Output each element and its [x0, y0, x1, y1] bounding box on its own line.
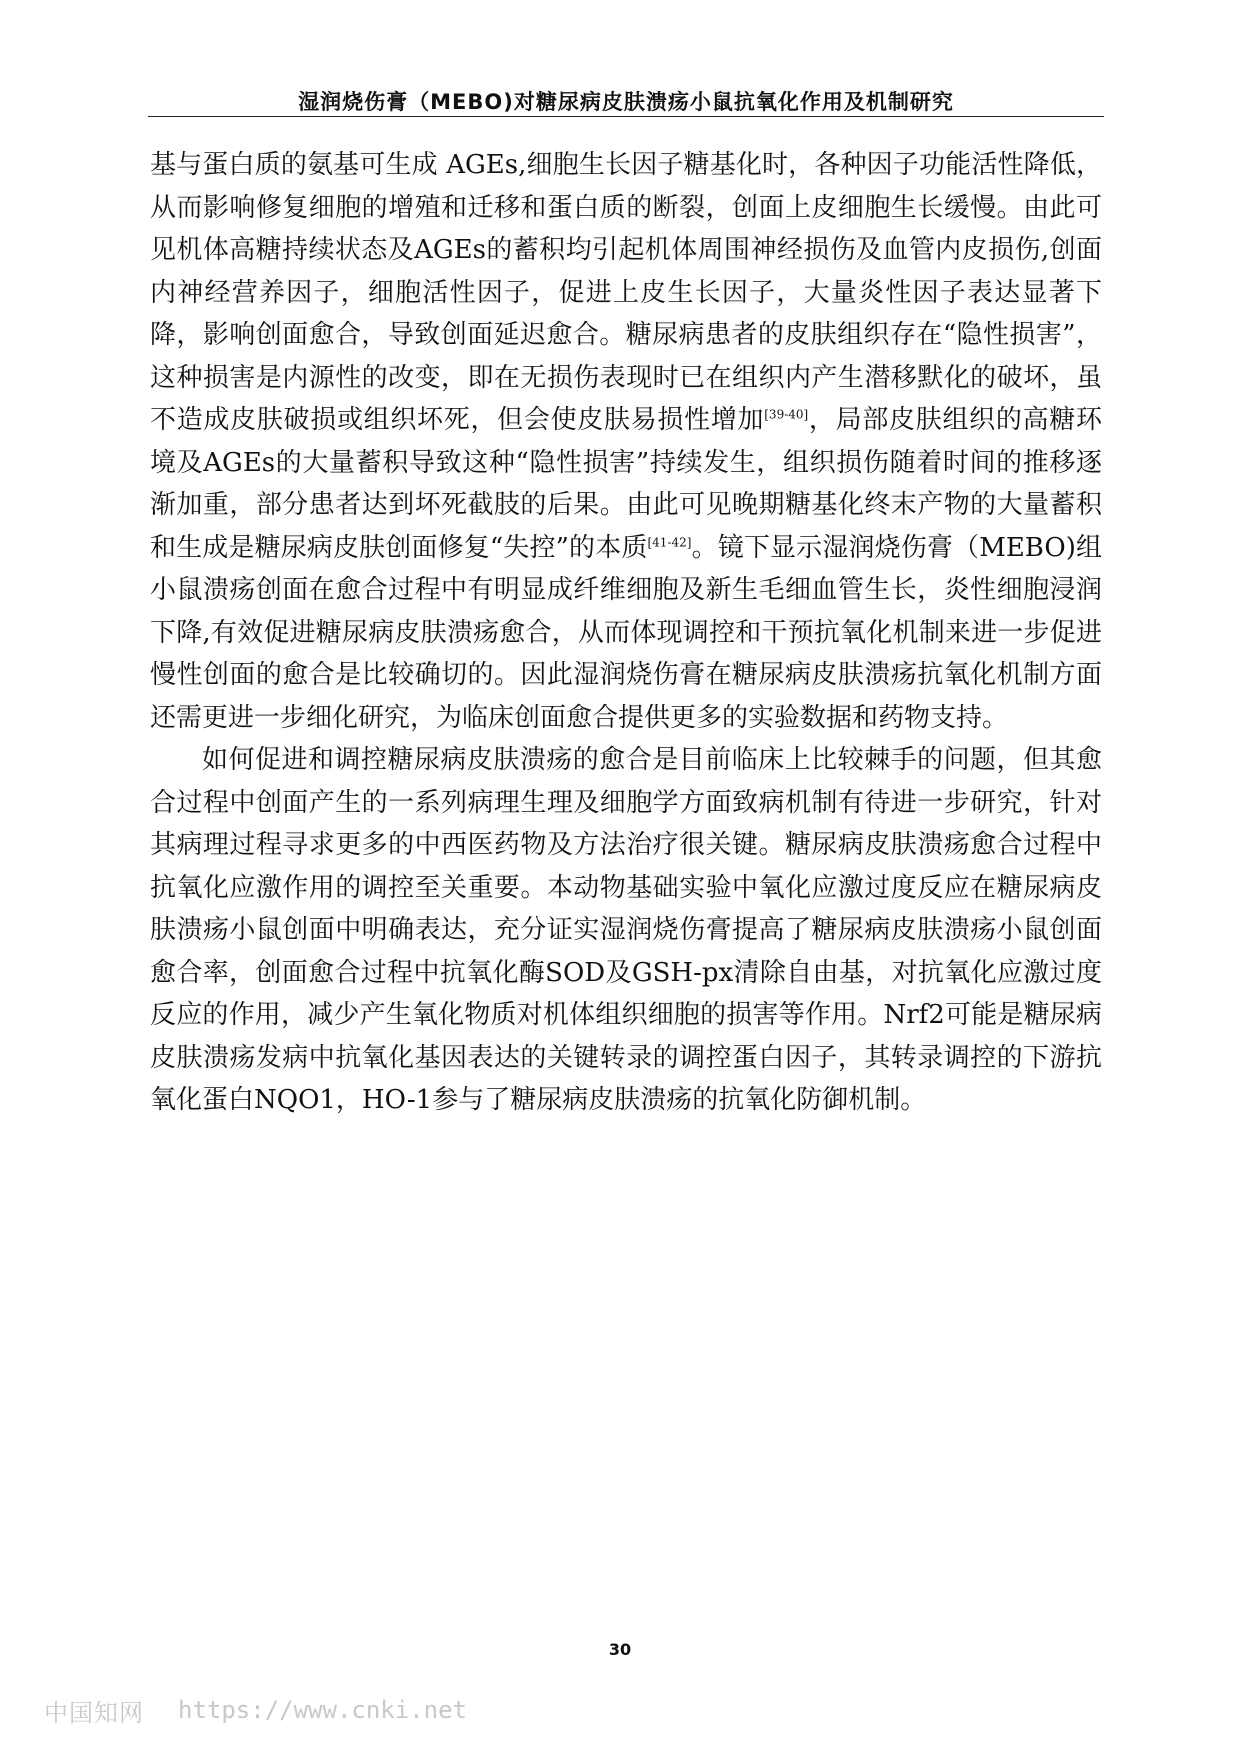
cnki-watermark [44, 1694, 467, 1726]
paragraph-2: 如何促进和调控糖尿病皮肤溃疡的愈合是目前临床上比较棘手的问题，但其愈合过程中创面产生的一系列病理生理及细胞学方面致病机制有待进一步研究，针对其病理过程寻求更多的中西医药物及方法治疗很关键。糖尿病皮肤溃疡愈合过程中抗氧化应激作用的调控至关重要。本动物基础实验中氧化应激过度反应在糖尿病皮肤溃疡小鼠创面中明确表达，充分证实湿润烧伤膏提高了糖尿病皮肤溃疡小鼠创面愈合率，创面愈合过程中抗氧化酶SOD及GSH-px清除自由基，对抗氧化应激过度反应的作用，减少产生氧化物质对机体组织细胞的损害等作用。Nrf2可能是糖尿病皮肤溃疡发病中抗氧化基因表达的关键转录的调控蛋白因子，其转录调控的下游抗氧化蛋白NQO1，HO-1参与了糖尿病皮肤溃疡的抗氧化防御机制。 [150, 745, 1102, 1115]
citation-39-40: [39-40] [764, 407, 809, 422]
cnki-logo: 中国知网 [44, 1698, 144, 1727]
running-header: 湿润烧伤膏（MEBO)对糖尿病皮肤溃疡小鼠抗氧化作用及机制研究 [298, 90, 954, 114]
page-number: 30 [608, 1640, 632, 1659]
paragraph-1-part-2: ，局部皮肤组织的高糖环境及AGEs的大量蓄积导致这种“隐性损害”持续发生，组织损伤随着时间的推移逐渐加重，部分患者达到坏死截肢的后果。由此可见晚期糖基化终末产物的大量蓄积和生成是糖尿病皮肤创面修复“失控”的本质 [150, 405, 1102, 563]
paragraph-1-part-3: 。镜下显示湿润烧伤膏（MEBO)组小鼠溃疡创面在愈合过程中有明显成纤维细胞及新生毛细血管生长，炎性细胞浸润下降,有效促进糖尿病皮肤溃疡愈合，从而体现调控和干预抗氧化机制来进一步促进慢性创面的愈合是比较确切的。因此湿润烧伤膏在糖尿病皮肤溃疡抗氧化机制方面还需更进一步细化研究，为临床创面愈合提供更多的实验数据和药物支持。 [150, 532, 1102, 733]
body-text [150, 144, 1102, 1122]
paragraph-1-part-1: 基与蛋白质的氨基可生成 AGEs,细胞生长因子糖基化时，各种因子功能活性降低，从而影响修复细胞的增殖和迁移和蛋白质的断裂，创面上皮细胞生长缓慢。由此可见机体高糖持续状态及AGEs的蓄积均引起机体周围神经损伤及血管内皮损伤,创面内神经营养因子，细胞活性因子，促进上皮生长因子，大量炎性因子表达显著下降，影响创面愈合，导致创面延迟愈合。糖尿病患者的皮肤组织存在“隐性损害”，这种损害是内源性的改变，即在无损伤表现时已在组织内产生潜移默化的破坏，虽不造成皮肤破损或组织坏死，但会使皮肤易损性增加 [150, 150, 1102, 435]
header-rule [148, 116, 1104, 117]
citation-41-42: [41-42] [647, 534, 692, 549]
cnki-url: https://www.cnki.net [178, 1696, 467, 1724]
paragraph-1 [150, 144, 1102, 739]
